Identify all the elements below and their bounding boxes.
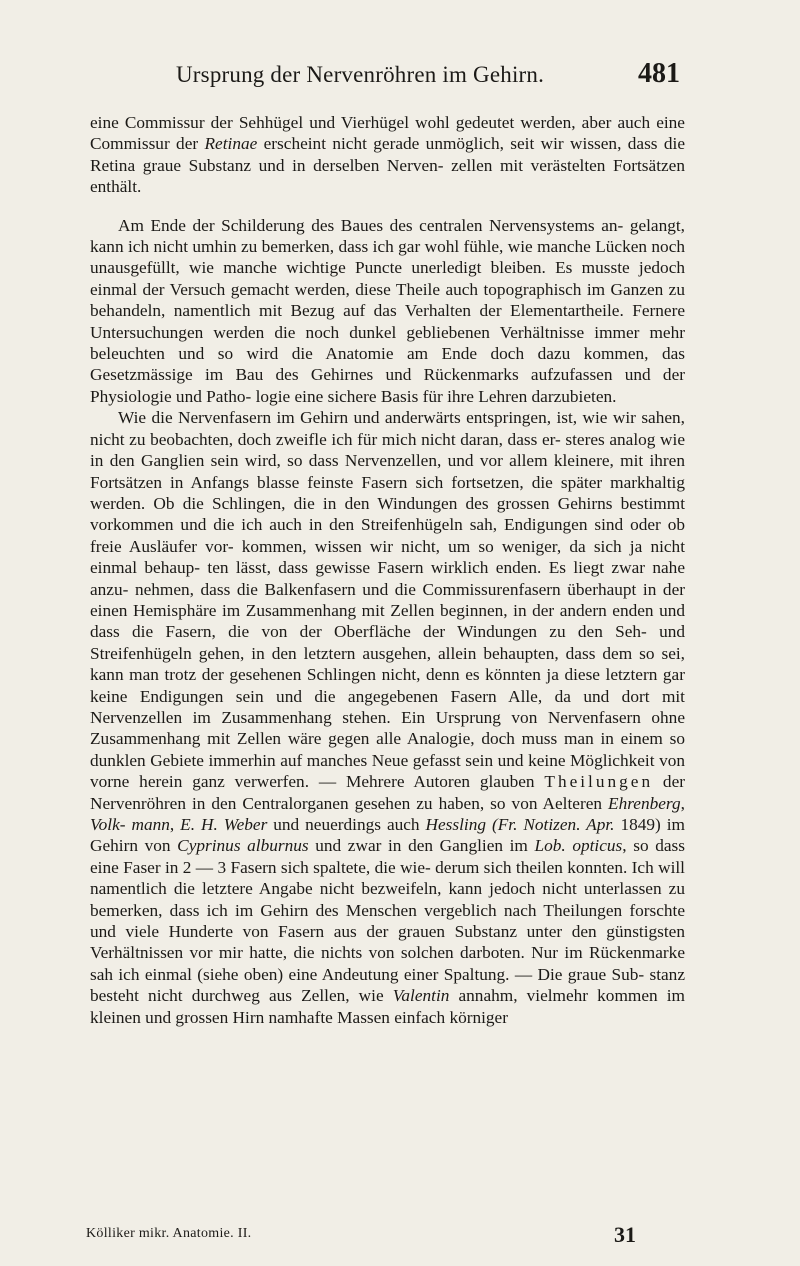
p3-text-d: ,	[169, 815, 181, 834]
p1-line-2-end: erscheint nicht gerade unmöglich, seit	[257, 134, 535, 154]
p1-line-1: eine Commissur der Sehhügel und Vierhügel wohl gedeutet werden, aber	[90, 113, 612, 132]
p3-text-c: ,	[680, 793, 685, 813]
paragraph-1	[90, 112, 685, 198]
body-text	[90, 112, 685, 1028]
author-ehrenberg: Ehrenberg	[608, 793, 681, 813]
signature-mark: 31	[614, 1222, 636, 1247]
p3-text-b: der Nervenröhren in den Centralorganen gesehen zu haben, so von Aelteren	[90, 772, 685, 813]
page-number: 481	[638, 58, 680, 89]
citation-hessling: Hessling (Fr. Notizen. Apr.	[425, 815, 615, 834]
p3-text-a: Wie die Nervenfasern im Gehirn und anderwärts entspringen, ist, wie wir sahen, nicht zu beobachten, doch zweifle ich für mich nicht daran, dass er- steres analog wie in den Ganglien sein wird, so dass Nervenzellen, und vor allem kleinere, mit ihren Fortsätzen in Anfangs blasse feinste Fasern sich fortsetzen, die später markhaltig werden. Ob die Schlingen, die in den Windungen des grossen Gehirns bestimmt vorkommen und die ich auch in den Streifenhügeln sah, Endigungen sind oder ob freie Ausläufer vor- kommen, wissen wir nicht, um so weniger, da sich ja nicht einmal behaup- ten lässt, dass gewisse Fasern wirklich enden. Es liegt zwar nahe anzu- nehmen, dass die Balkenfasern und die Commissurenfasern überhaupt in der einen Hemisphäre im Zusammenhang mit Zellen beginnen, in der andern enden und dass die Fasern, die von der Oberfläche der Windungen zu den Seh- und Streifenhügeln gehen, in den letztern ausgehen, allein behaupten, dass dem so sei, kann man trotz der gesehenen Schlingen nicht, denn es könnten ja diese letztern gar keine Endigungen sein und die angegebenen Fasern Alle, da und dort mit Nervenzellen im Zusammenhang stehen. Ein Ursprung von Nervenfasern ohne Zusammenhang mit Zellen wäre gegen alle Analogie, doch muss man in einem so dunklen Gebiete immerhin auf manches Neue gefasst sein und keine Möglichkeit von vorne herein ganz verwerfen. — Mehrere Autoren glauben	[90, 408, 685, 792]
running-title: Ursprung der Nervenröhren im Gehirn.	[176, 62, 545, 87]
p3-text-g: und zwar in den Ganglien im	[308, 836, 535, 856]
p3-text-h: , so dass eine Faser in 2 — 3 Fasern sich spaltete, die wie- derum sich theilen konnten. Ich will namentlich die letztere Angabe nicht bezweifeln, kann jedoch nicht unterlassen zu bemerken, dass ich im Gehirn des Menschen vergeblich nach Theilungen forschte und viele Hunderte von Fasern aus der grauen Substanz unter den günstigsten Verhältnissen vor mir hatte, die nichts von solchen darboten. Nur im Rückenmarke sah ich einmal (siehe oben) eine Andeutung einer Spaltung. — Die graue Sub- stanz besteht nicht durchweg aus Zellen, wie	[90, 836, 685, 1006]
term-theilungen: Theilungen	[544, 772, 654, 792]
footer-reference: Kölliker mikr. Anatomie. II.	[86, 1226, 252, 1241]
p1-line-3: wir wissen, dass die Retina graue Substanz und in derselben Nerven-	[90, 134, 685, 175]
p3-text-i: annahm, vielmehr kommen im kleinen und grossen Hirn namhafte Massen einfach körniger	[90, 986, 685, 1027]
author-weber: E. H. Weber	[180, 815, 268, 834]
p1-line-4: zellen mit verästelten Fortsätzen enthält.	[90, 155, 685, 197]
species-cyprinus: Cyprinus alburnus	[177, 836, 309, 856]
p1-line-2-start: auch eine Commissur der	[90, 113, 685, 154]
author-valentin: Valentin	[392, 986, 450, 1006]
paragraph-2: Am Ende der Schilderung des Baues des centralen Nervensystems an- gelangt, kann ich nicht umhin zu bemerken, dass ich gar wohl fühle, wie manche Lücken noch unausgefüllt, wie manche wichtige Puncte unerledigt bleiben. Es musste jedoch einmal der Versuch gemacht werden, diese Theile auch topographisch im Ganzen zu behandeln, namentlich mit Bezug auf das Verhalten der Elementartheile. Fernere Untersuchungen werden die noch dunkel gebliebenen Verhältnisse immer mehr beleuchten und so wird die Anatomie am Ende doch dazu kommen, das Gesetzmässige im Bau des Gehirnes und Rückenmarks aufzufassen und der Physiologie und Patho- logie eine sichere Basis für ihre Lehren darzubieten.	[90, 215, 685, 406]
author-volkmann: Volk- mann	[90, 815, 170, 834]
term-lob-opticus: Lob. opticus	[534, 836, 623, 856]
p3-text-f: 1849) im Gehirn von	[90, 815, 685, 856]
running-head	[120, 58, 680, 102]
paragraph-3	[90, 407, 685, 1028]
p3-text-e: und neuerdings auch	[267, 815, 426, 834]
term-retinae: Retinae	[204, 134, 258, 154]
